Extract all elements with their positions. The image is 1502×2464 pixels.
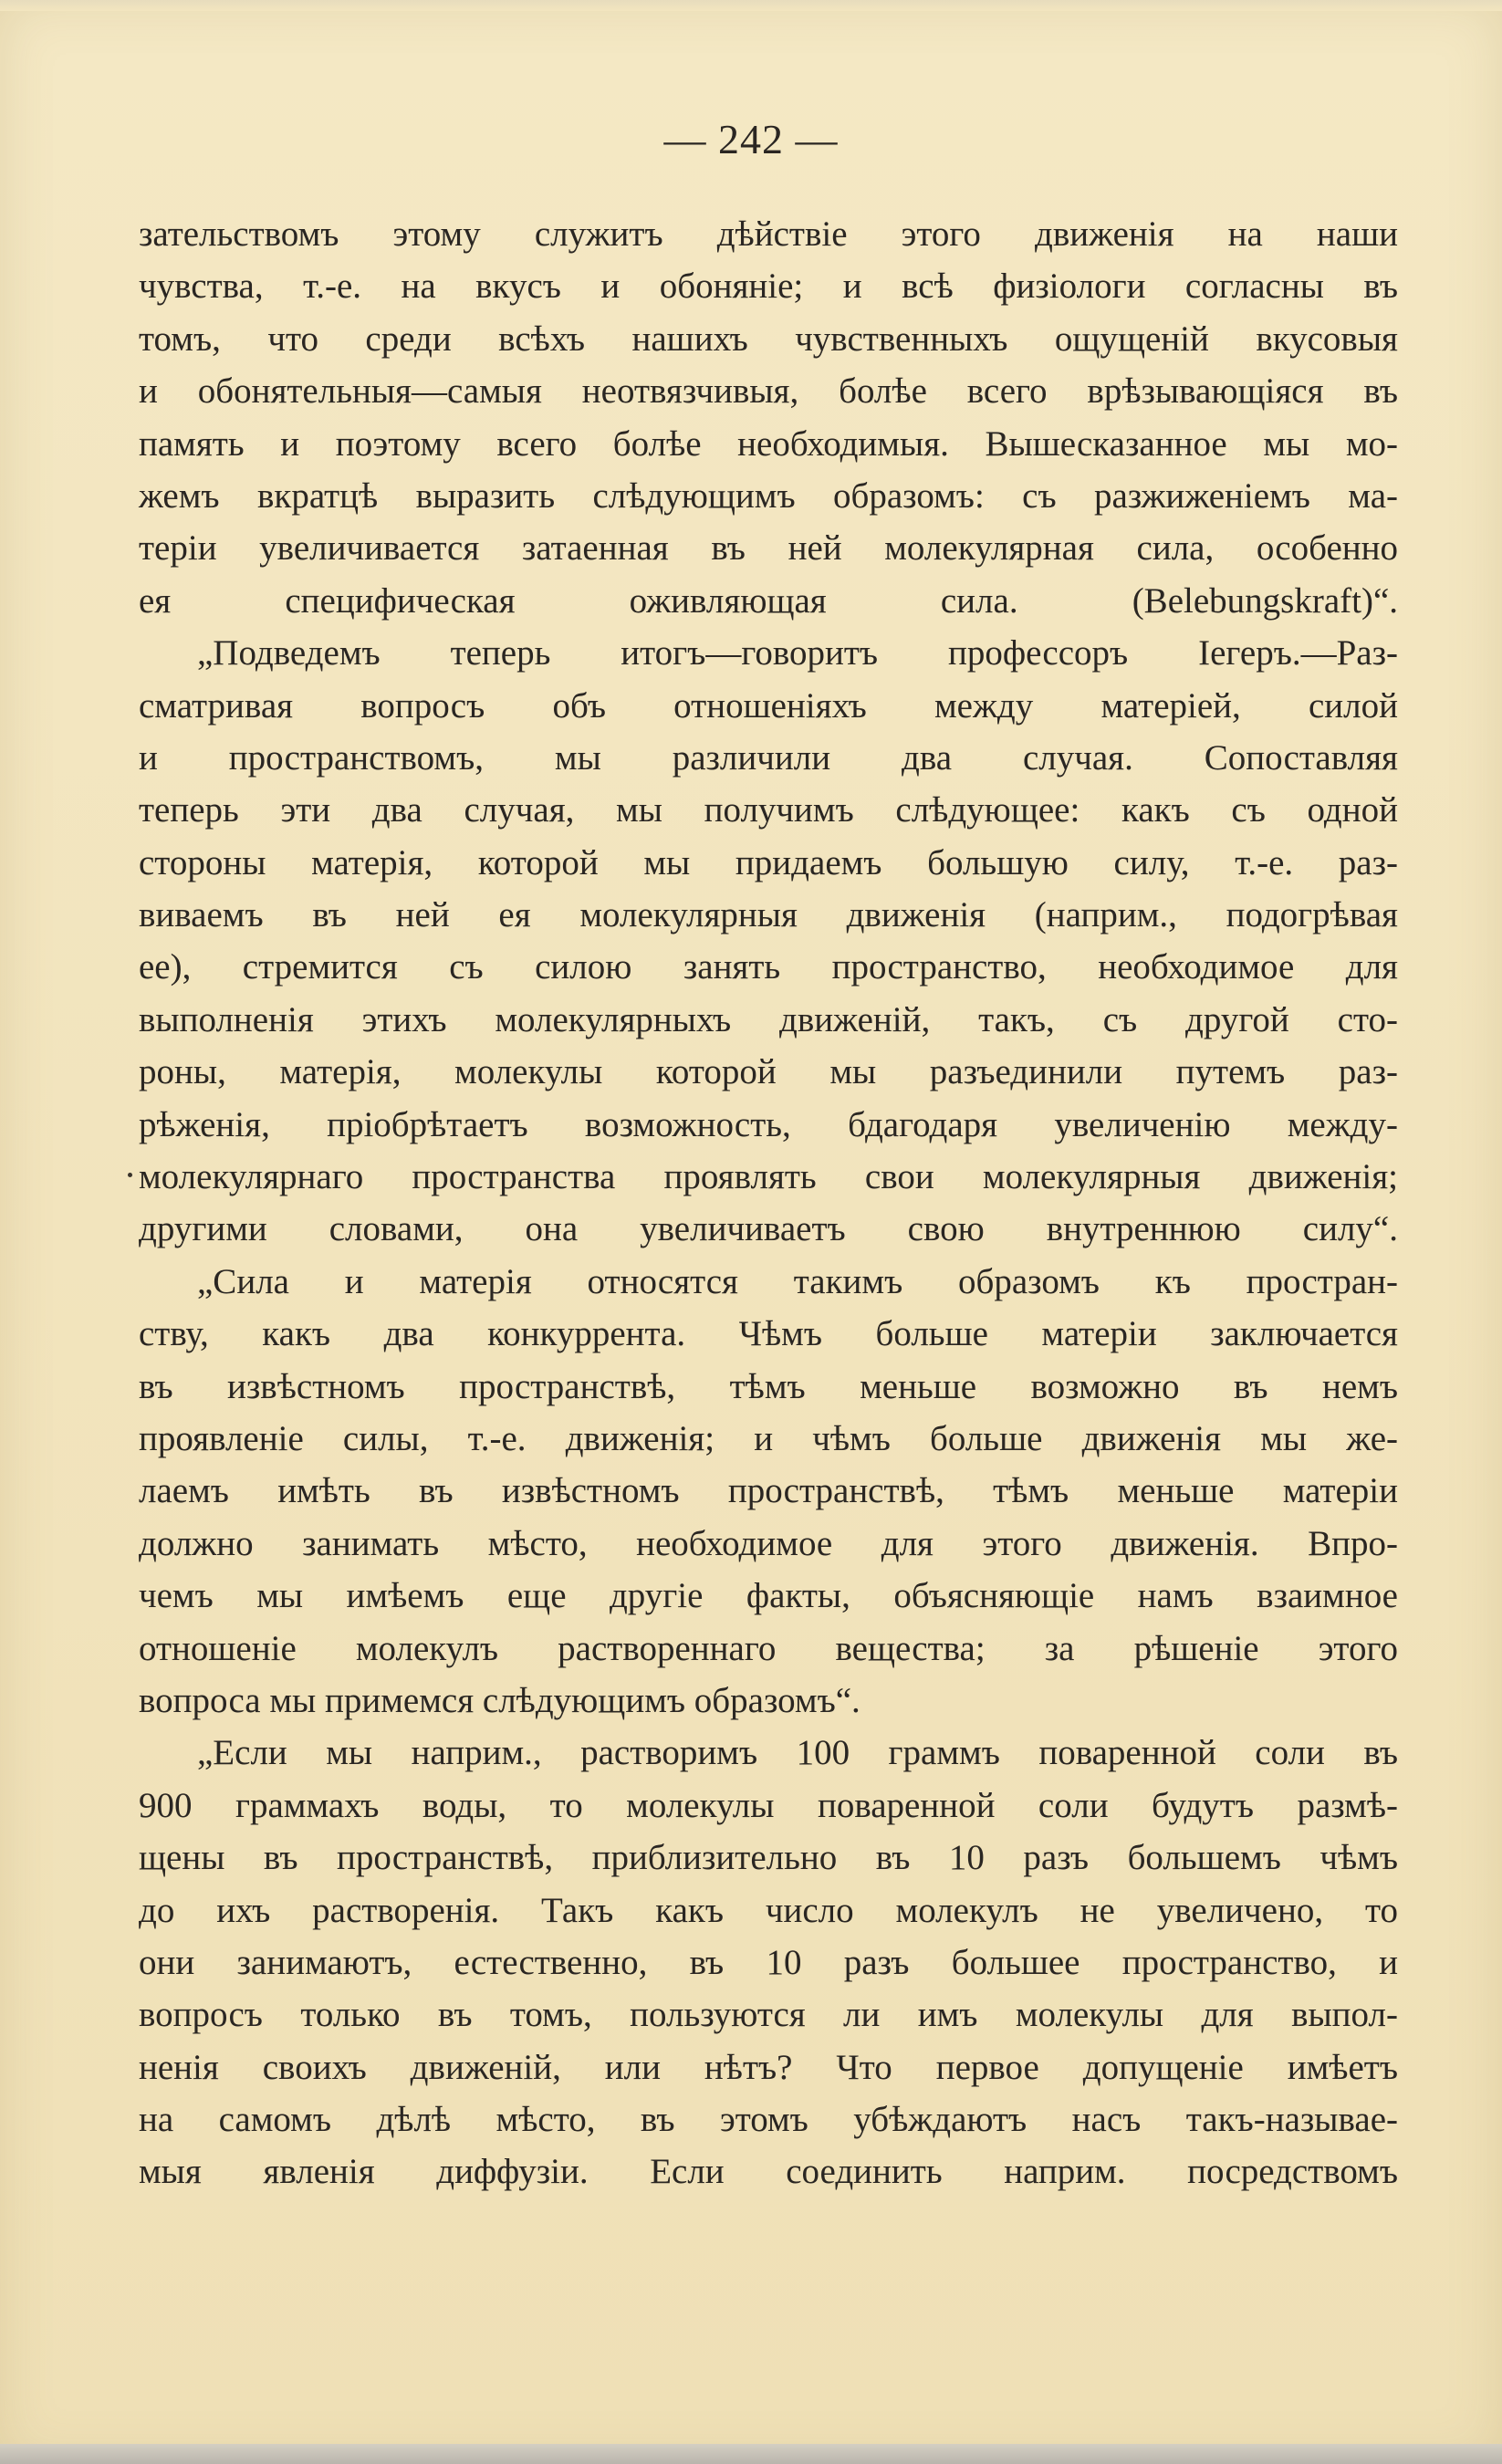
page-bottom-edge (0, 2444, 1502, 2464)
page-top-edge (0, 0, 1502, 11)
text-line: „Сила и матерія относятся такимъ образомъ къ простран- (197, 1261, 1398, 1301)
text-line: въ извѣстномъ пространствѣ, тѣмъ меньше возможно въ немъ (139, 1366, 1398, 1406)
text-line: вопроса мы примемся слѣдующимъ образомъ“. (139, 1680, 861, 1720)
text-line: молекулярнаго пространства проявлять свои молекулярныя движенія; (139, 1157, 1398, 1197)
text-line: 900 граммахъ воды, то молекулы поваренной соли будутъ размѣ- (139, 1785, 1398, 1825)
text-line: и обонятельныя—самыя неотвязчивыя, болѣе всего врѣзывающіяся въ (139, 371, 1398, 412)
text-line: „Подведемъ теперь итогъ—говоритъ профессоръ Іегеръ.—Раз- (197, 633, 1398, 673)
text-line: зательствомъ этому служитъ дѣйствіе этого движенія на наши (139, 214, 1398, 254)
text-line: рѣженія, пріобрѣтаетъ возможность, бдагодаря увеличенію между- (139, 1104, 1398, 1144)
text-line: лаемъ имѣть въ извѣстномъ пространствѣ, тѣмъ меньше матеріи (139, 1471, 1398, 1511)
text-line: стороны матерія, которой мы придаемъ большую силу, т.-е. раз- (139, 842, 1398, 882)
text-line: ея специфическая оживляющая сила. (Belebungskraft)“. (139, 580, 1398, 621)
text-line: выполненія этихъ молекулярныхъ движеній, такъ, съ другой сто- (139, 999, 1398, 1039)
text-line: мыя явленія диффузіи. Если соединить наприм. посредствомъ (139, 2152, 1398, 2192)
body-text (139, 208, 1398, 2198)
text-line: чемъ мы имѣемъ еще другіе факты, объясняющіе намъ взаимное (139, 1576, 1398, 1616)
text-line: должно занимать мѣсто, необходимое для этого движенія. Впро- (139, 1523, 1398, 1563)
text-line: проявленіе силы, т.-е. движенія; и чѣмъ больше движенія мы же- (139, 1418, 1398, 1458)
margin-dot (128, 1173, 132, 1177)
text-line: вопросъ только въ томъ, пользуются ли имъ молекулы для выпол- (139, 1995, 1398, 2035)
text-line: ству, какъ два конкуррента. Чѣмъ больше матеріи заключается (139, 1314, 1398, 1354)
text-line: щены въ пространствѣ, приблизительно въ 10 разъ большемъ чѣмъ (139, 1838, 1398, 1878)
text-line: до ихъ растворенія. Такъ какъ число молекулъ не увеличено, то (139, 1890, 1398, 1930)
text-line: теріи увеличивается затаенная въ ней молекулярная сила, особенно (139, 528, 1398, 569)
text-line: теперь эти два случая, мы получимъ слѣдующее: какъ съ одной (139, 790, 1398, 830)
text-line: они занимаютъ, естественно, въ 10 разъ большее пространство, и (139, 1942, 1398, 1982)
text-line: память и поэтому всего болѣе необходимыя. Вышесказанное мы мо- (139, 423, 1398, 464)
text-line: и пространствомъ, мы различили два случая. Сопоставляя (139, 737, 1398, 778)
text-line: роны, матерія, молекулы которой мы разъединили путемъ раз- (139, 1052, 1398, 1092)
text-line: жемъ вкратцѣ выразить слѣдующимъ образомъ: съ разжиженіемъ ма- (139, 475, 1398, 516)
text-line: на самомъ дѣлѣ мѣсто, въ этомъ убѣждаютъ насъ такъ-называе- (139, 2100, 1398, 2140)
text-line: виваемъ въ ней ея молекулярныя движенія (наприм., подогрѣвая (139, 895, 1398, 935)
text-line: сматривая вопросъ объ отношеніяхъ между матеріей, силой (139, 685, 1398, 726)
text-line: ненія своихъ движеній, или нѣтъ? Что первое допущеніе имѣетъ (139, 2047, 1398, 2087)
text-line: томъ, что среди всѣхъ нашихъ чувственныхъ ощущеній вкусовыя (139, 318, 1398, 359)
text-line: чувства, т.-е. на вкусъ и обоняніе; и всѣ физіологи согласны въ (139, 266, 1398, 307)
text-line: другими словами, она увеличиваетъ свою внутреннюю силу“. (139, 1209, 1398, 1249)
text-line: ее), стремится съ силою занять пространство, необходимое для (139, 947, 1398, 987)
text-line: отношеніе молекулъ раствореннаго вещества; за рѣшеніе этого (139, 1628, 1398, 1668)
text-line: „Если мы наприм., растворимъ 100 граммъ поваренной соли въ (197, 1733, 1398, 1773)
page-number: — 242 — (663, 116, 839, 162)
